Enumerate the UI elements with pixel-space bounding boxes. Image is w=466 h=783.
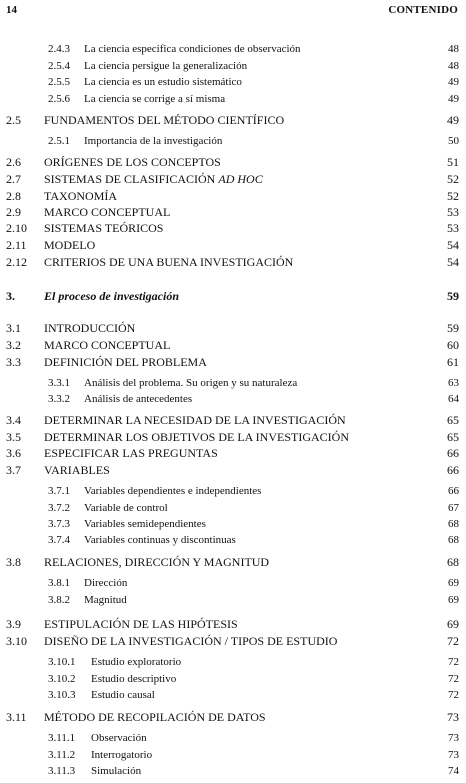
toc-entry-number: 2.8	[6, 189, 21, 203]
toc-entry	[0, 634, 466, 649]
toc-entry-page: 52	[447, 172, 459, 186]
toc-entry	[0, 672, 466, 687]
toc-entry	[0, 59, 466, 74]
toc-entry-title: Interrogatorio	[91, 749, 153, 761]
running-header: CONTENIDO	[388, 4, 458, 16]
toc-entry	[0, 221, 466, 236]
toc-entry-page: 72	[448, 656, 459, 668]
toc-entry-page: 59	[447, 321, 459, 335]
toc-entry-title: Análisis del problema. Su origen y su naturaleza	[84, 377, 298, 389]
toc-entry-title: Variable de control	[84, 502, 168, 514]
toc-entry-title: Estudio descriptivo	[91, 673, 177, 685]
toc-entry	[0, 593, 466, 608]
toc-entry	[0, 533, 466, 548]
toc-entry-number: 3.7.4	[48, 534, 70, 546]
toc-entry-number: 3.3.2	[48, 393, 70, 405]
toc-entry-number: 3.1	[6, 321, 21, 335]
toc-entry-title: Dirección	[84, 577, 128, 589]
toc-entry-number: 2.12	[6, 255, 27, 269]
toc-entry-number: 2.5.6	[48, 93, 70, 105]
toc-entry-page: 69	[447, 617, 459, 631]
toc-entry-number: 3.10.3	[48, 689, 76, 701]
toc-entry	[0, 255, 466, 270]
toc-entry-page: 65	[447, 430, 459, 444]
toc-entry-title: MARCO CONCEPTUAL	[44, 338, 171, 352]
toc-entry-page: 64	[448, 393, 459, 405]
toc-entry-page: 72	[447, 634, 459, 648]
toc-entry-page: 48	[448, 43, 459, 55]
toc-entry-page: 60	[447, 338, 459, 352]
toc-entry-page: 73	[448, 732, 459, 744]
toc-entry-number: 3.3.1	[48, 377, 70, 389]
toc-entry-number: 3.2	[6, 338, 21, 352]
toc-entry-title: Variables dependientes e independientes	[84, 485, 262, 497]
toc-entry-title: VARIABLES	[44, 463, 110, 477]
toc-entry-title: Magnitud	[84, 594, 127, 606]
toc-entry	[0, 655, 466, 670]
toc-entry-title: La ciencia es un estudio sistemático	[84, 76, 242, 88]
toc-entry-page: 72	[448, 689, 459, 701]
toc-entry-title: FUNDAMENTOS DEL MÉTODO CIENTÍFICO	[44, 113, 285, 127]
toc-entry-page: 59	[447, 289, 459, 303]
toc-entry-title: SISTEMAS DE CLASIFICACIÓN AD HOC	[44, 172, 263, 186]
toc-entry-title: DETERMINAR LA NECESIDAD DE LA INVESTIGACIÓN	[44, 413, 346, 427]
toc-entry	[0, 484, 466, 499]
toc-entry	[0, 155, 466, 170]
toc-entry	[0, 617, 466, 632]
toc-entry-page: 68	[448, 518, 459, 530]
toc-entry-number: 3.8.1	[48, 577, 70, 589]
toc-entry-number: 3.11	[6, 710, 27, 724]
toc-entry-title: Análisis de antecedentes	[84, 393, 193, 405]
toc-entry-number: 2.5.1	[48, 135, 70, 147]
toc-entry-title: MODELO	[44, 238, 96, 252]
toc-entry-number: 3.11.3	[48, 765, 76, 777]
toc-entry-page: 68	[448, 534, 459, 546]
toc-entry-number: 3.3	[6, 355, 21, 369]
toc-entry-number: 2.5.5	[48, 76, 70, 88]
toc-entry-number: 3.4	[6, 413, 21, 427]
toc-entry	[0, 92, 466, 107]
toc-entry-title: ESTIPULACIÓN DE LAS HIPÓTESIS	[44, 617, 238, 631]
toc-entry-title: Observación	[91, 732, 147, 744]
toc-entry-page: 72	[448, 673, 459, 685]
toc-entry-page: 68	[447, 555, 459, 569]
toc-entry-number: 3.7.2	[48, 502, 70, 514]
toc-entry	[0, 748, 466, 763]
toc-entry-number: 3.8.2	[48, 594, 70, 606]
toc-entry-page: 66	[447, 446, 459, 460]
toc-entry-title: SISTEMAS TEÓRICOS	[44, 221, 164, 235]
toc-entry	[0, 555, 466, 570]
toc-entry-title: Simulación	[91, 765, 142, 777]
toc-entry	[0, 75, 466, 90]
toc-entry-page: 53	[447, 205, 459, 219]
toc-entry	[0, 517, 466, 532]
toc-entry	[0, 764, 466, 779]
toc-entry	[0, 238, 466, 253]
toc-entry-number: 3.10	[6, 634, 27, 648]
toc-entry-page: 49	[447, 113, 459, 127]
toc-entry	[0, 134, 466, 149]
toc-entry	[0, 42, 466, 57]
toc-entry-page: 66	[448, 485, 459, 497]
toc-entry-page: 67	[448, 502, 459, 514]
toc-entry-title: MÉTODO DE RECOPILACIÓN DE DATOS	[44, 710, 266, 724]
toc-entry	[0, 446, 466, 461]
toc-entry-title: MARCO CONCEPTUAL	[44, 205, 171, 219]
toc-entry-page: 69	[448, 594, 459, 606]
toc-entry-title: DEFINICIÓN DEL PROBLEMA	[44, 355, 207, 369]
toc-entry-page: 65	[447, 413, 459, 427]
toc-entry	[0, 189, 466, 204]
toc-entry-number: 2.5.4	[48, 60, 70, 72]
toc-entry-number: 3.10.1	[48, 656, 76, 668]
toc-entry-title: RELACIONES, DIRECCIÓN Y MAGNITUD	[44, 555, 270, 569]
toc-entry-number: 3.7.1	[48, 485, 70, 497]
toc-entry	[0, 205, 466, 220]
toc-entry-title: DETERMINAR LOS OBJETIVOS DE LA INVESTIGACIÓN	[44, 430, 349, 444]
toc-entry-number: 2.11	[6, 238, 27, 252]
toc-entry-number: 3.10.2	[48, 673, 76, 685]
toc-entry-number: 3.5	[6, 430, 21, 444]
toc-entry-page: 54	[447, 255, 459, 269]
toc-entry-number: 3.	[6, 289, 15, 303]
toc-entry-title: INTRODUCCIÓN	[44, 321, 136, 335]
toc-entry-number: 2.4.3	[48, 43, 70, 55]
toc-entry	[0, 688, 466, 703]
toc-entry	[0, 355, 466, 370]
toc-entry-title: Variables continuas y discontinuas	[84, 534, 236, 546]
toc-entry-page: 51	[447, 155, 459, 169]
toc-entry	[0, 731, 466, 746]
toc-entry-number: 2.9	[6, 205, 21, 219]
toc-entry	[0, 289, 466, 304]
toc-entry-title: Estudio causal	[91, 689, 155, 701]
toc-entry	[0, 710, 466, 725]
toc-entry-number: 3.7.3	[48, 518, 70, 530]
toc-entry	[0, 113, 466, 128]
toc-entry	[0, 501, 466, 516]
toc-entry-number: 2.5	[6, 113, 21, 127]
toc-entry-title: TAXONOMÍA	[44, 189, 118, 203]
toc-entry	[0, 392, 466, 407]
toc-entry-title: Estudio exploratorio	[91, 656, 182, 668]
toc-entry-number: 3.7	[6, 463, 21, 477]
toc-entry	[0, 463, 466, 478]
toc-entry-number: 2.10	[6, 221, 27, 235]
page-number: 14	[6, 4, 17, 16]
toc-entry-page: 69	[448, 577, 459, 589]
toc-entry-page: 73	[447, 710, 459, 724]
toc-entry-number: 3.11.2	[48, 749, 76, 761]
toc-entry-page: 52	[447, 189, 459, 203]
toc-entry-page: 48	[448, 60, 459, 72]
toc-entry-title: DISEÑO DE LA INVESTIGACIÓN / TIPOS DE ESTUDIO	[44, 634, 338, 648]
toc-entry	[0, 338, 466, 353]
toc-entry-page: 49	[448, 93, 459, 105]
toc-entry-page: 53	[447, 221, 459, 235]
toc-entry-number: 3.6	[6, 446, 21, 460]
toc-entry-number: 2.6	[6, 155, 21, 169]
toc-entry-page: 66	[447, 463, 459, 477]
toc-entry-title: La ciencia se corrige a sí misma	[84, 93, 226, 105]
toc-entry-page: 61	[447, 355, 459, 369]
toc-entry-page: 74	[448, 765, 459, 777]
toc-entry-title: ESPECIFICAR LAS PREGUNTAS	[44, 446, 218, 460]
toc-entry-title: ORÍGENES DE LOS CONCEPTOS	[44, 155, 221, 169]
toc-entry-number: 3.9	[6, 617, 21, 631]
toc-entry-title: La ciencia especifica condiciones de observación	[84, 43, 301, 55]
toc-entry-page: 49	[448, 76, 459, 88]
toc-entry	[0, 376, 466, 391]
toc-entry	[0, 413, 466, 428]
toc-entry-page: 73	[448, 749, 459, 761]
toc-entry-title: El proceso de investigación	[44, 289, 179, 303]
toc-entry-title: Importancia de la investigación	[84, 135, 223, 147]
toc-entry-number: 3.11.1	[48, 732, 76, 744]
toc-entry-number: 3.8	[6, 555, 21, 569]
toc-entry	[0, 321, 466, 336]
toc-entry-page: 54	[447, 238, 459, 252]
toc-entry	[0, 576, 466, 591]
toc-entry-page: 50	[448, 135, 459, 147]
toc-entry	[0, 430, 466, 445]
toc-entry-page: 63	[448, 377, 459, 389]
toc-entry-title: Variables semidependientes	[84, 518, 206, 530]
toc-entry	[0, 172, 466, 187]
toc-entry-title: CRITERIOS DE UNA BUENA INVESTIGACIÓN	[44, 255, 294, 269]
toc-entry-number: 2.7	[6, 172, 21, 186]
toc-entry-title: La ciencia persigue la generalización	[84, 60, 248, 72]
